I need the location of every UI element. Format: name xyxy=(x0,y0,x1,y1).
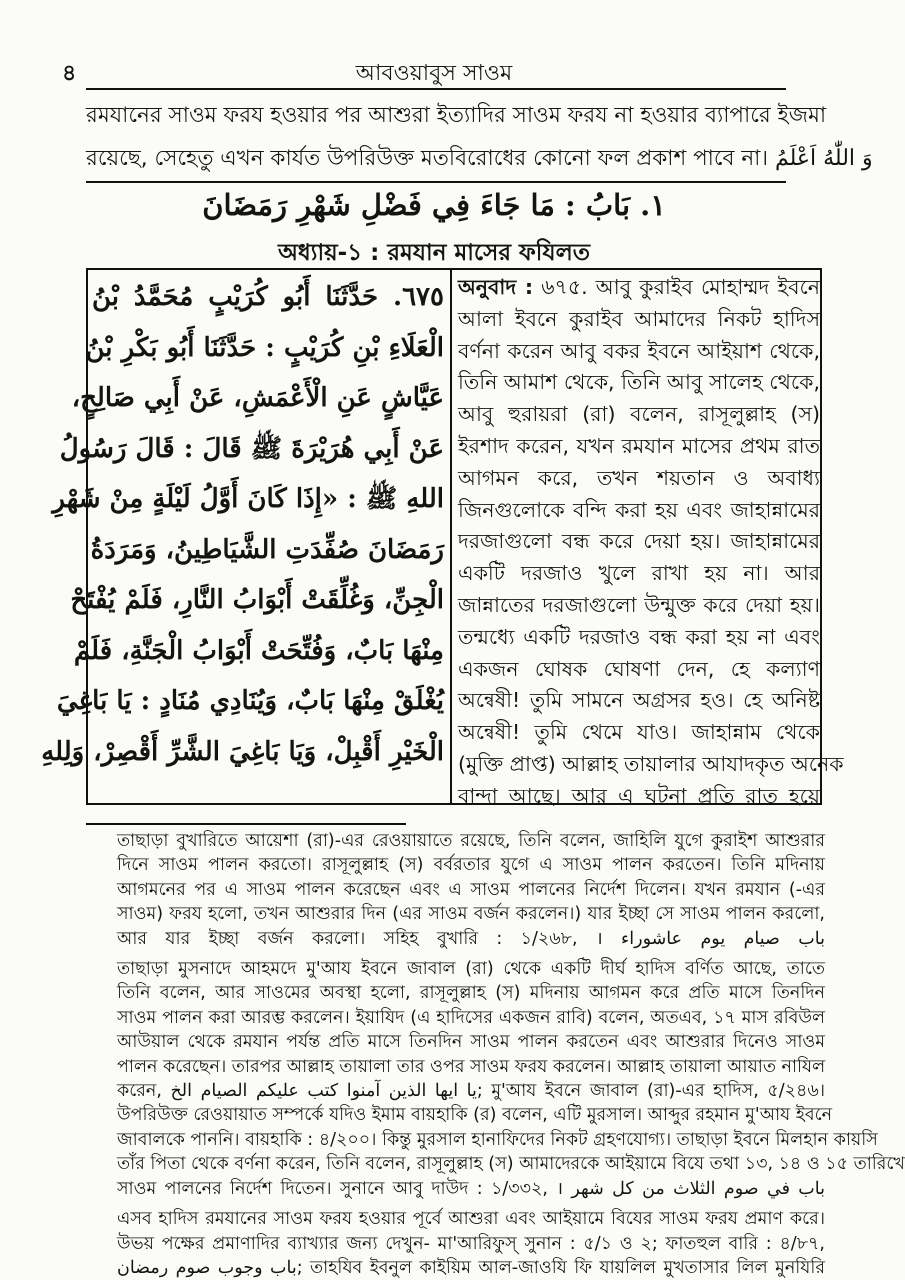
footnote-line xyxy=(117,1079,825,1103)
footnote-arabic-ref: باب وجوب صوم رمضان xyxy=(117,1257,297,1278)
arabic-line: الْخَيْرِ أَقْبِلْ، وَيَا بَاغِيَ الشَّرِّ أَقْصِرْ، وَلِلهِ xyxy=(41,736,444,767)
chapter-bengali-title: অধ্যায়-১ : রমযান মাসের ফযিলত xyxy=(277,240,591,266)
arabic-line: الْجِنِّ، وَغُلِّقَتْ أَبْوَابُ النَّارِ، فَلَمْ يُفْتَحْ xyxy=(70,585,444,615)
running-header-title: আবওয়াবুস সাওম xyxy=(355,61,513,86)
translation-line: জান্নাতের দরজাগুলো উন্মুক্ত করে দেয়া হয়। xyxy=(458,592,820,617)
arabic-line: رَمَضَانَ صُفِّدَتِ الشَّيَاطِينُ، وَمَرَدَةُ xyxy=(90,534,444,565)
footnote-line: তাছাড়া মুসনাদে আহমদে মু'আয ইবনে জাবাল (রা) থেকে একটি দীর্ঘ হাদিস বর্ণিত আছে, তাতে xyxy=(117,959,825,980)
chapter-arabic-title: ١. بَابُ : مَا جَاءَ فِي فَضْلِ شَهْرِ رَمَضَانَ xyxy=(202,188,666,222)
footnote-text: সাওম পালনের নির্দেশ দিতেন। সুনানে আবু দাউদ : ১/৩৩২, xyxy=(117,1178,548,1199)
footnote-line: তাছাড়া বুখারিতে আয়েশা (রা)-এর রেওয়ায়াতে রয়েছে, তিনি বলেন, জাহিলি যুগে কুরাইশ আশুরার xyxy=(117,831,825,851)
intro-line-2-arabic: وَ اللّٰهُ اَعْلَمُ xyxy=(774,146,873,171)
page-number: ৪ xyxy=(62,61,77,86)
footnote-line: উপরিউক্ত রেওয়ায়াত সম্পর্কে যদিও ইমাম বায়হাকি (র) বলেন, এটি মুরসাল। আব্দুর রহমান মু'আয ইবনে xyxy=(117,1105,833,1126)
footnote-arabic-verse: يا ايها الذين آمنوا كتب عليكم الصيام الخ xyxy=(170,1081,477,1102)
footnote-text: আর যার ইচ্ছা বর্জন করলো। সহিহ বুখারি : ১/২৬৮, xyxy=(117,928,578,949)
footnote-line: তাঁর পিতা থেকে বর্ণনা করেন, তিনি বলেন, রাসূলুল্লাহ (স) আমাদেরকে আইয়ামে বিযে তথা ১৩, ১৪ ও ১৫ তারিখে xyxy=(117,1154,905,1175)
footnote-line: জাবালকে পাননি। বায়হাকি : ৪/২০০। কিন্তু মুরসাল হানাফিদের নিকট গ্রহণযোগ্য। তাছাড়া ইবনে মিলহান কায়সি xyxy=(117,1129,878,1150)
arabic-line: يُغْلَقْ مِنْهَا بَابٌ، وَيُنَادِي مُنَادٍ : يَا بَاغِيَ xyxy=(56,686,444,716)
footnote-line: সাওম) ফরয হলো, তখন আশুরার দিন (এর সাওম বর্জন করলেন।) যার ইচ্ছা সে সাওম পালন করলো, xyxy=(117,904,825,925)
translation-line: আবু হুরায়রা (রা) বলেন, রাসূলুল্লাহ (স) xyxy=(458,402,820,427)
arabic-line: اللهِ ﷺ : «إِذَا كَانَ أَوَّلُ لَيْلَةٍ مِنْ شَهْرِ xyxy=(52,484,444,514)
translation-line: অন্বেষী! তুমি থেমে যাও। জাহান্নাম থেকে xyxy=(458,720,820,745)
footnote-line: দিনে সাওম পালন করতো। রাসূলুল্লাহ (স) বর্বরতার যুগে এ সাওম পালন করতেন। তিনি মদিনায় xyxy=(117,855,825,876)
translation-first-text: ৬৭৫. আবু কুরাইব মোহাম্মদ ইবনে xyxy=(541,275,820,299)
intro-line-1: রমযানের সাওম ফরয হওয়ার পর আশুরা ইত্যাদির সাওম ফরয না হওয়ার ব্যাপারে ইজমা xyxy=(86,103,827,128)
translation-line: বর্ণনা করেন আবু বকর ইবনে আইয়াশ থেকে, xyxy=(458,338,820,363)
footnote-line xyxy=(117,1256,825,1280)
translation-line: একটি দরজাও খুলে রাখা হয় না। আর xyxy=(458,561,820,586)
translation-line: অন্বেষী! তুমি সামনে অগ্রসর হও। হে অনিষ্ট xyxy=(458,688,820,713)
footnote-line: পালন করেছেন। তারপর আল্লাহ তায়ালা তার ওপর সাওম ফরয করলেন। আল্লাহ তায়ালা আয়াত নাযিল xyxy=(117,1056,826,1077)
section-rule xyxy=(86,181,786,183)
translation-label: অনুবাদ : xyxy=(458,275,534,299)
translation-line: তিনি আমাশ থেকে, তিনি আবু সালেহ থেকে, xyxy=(458,370,820,395)
footnote-arabic-ref: باب صيام يوم عاشوراء । xyxy=(596,928,825,949)
footnote-text: ; তাহযিব ইবনুল কাইয়িম আল-জাওযি ফি যায়লিল মুখতাসার লিল মুনযিরি xyxy=(296,1257,825,1278)
hadith-translation xyxy=(458,272,844,813)
footnote-line: আগমনের পর এ সাওম পালন করেছেন এবং এ সাওম পালনের নির্দেশ দিলেন। যখন রমযান (-এর xyxy=(117,879,825,900)
translation-line: বান্দা আছে। আর এ ঘটনা প্রতি রাত হয়ে xyxy=(458,783,820,808)
footnote-text: করেন, xyxy=(117,1081,162,1102)
footnote-rule xyxy=(86,823,406,825)
translation-line: একজন ঘোষক ঘোষণা দেন, হে কল্যাণ xyxy=(458,656,820,681)
footnote-text: ; মু'আয ইবনে জাবাল (রা)-এর হাদিস, ৫/২৪৬। xyxy=(476,1081,825,1102)
translation-line: (মুক্তি প্রাপ্ত) আল্লাহ তায়ালার আযাদকৃত অনেক xyxy=(458,751,844,776)
translation-line: দরজাগুলো বন্ধ করে দেয়া হয়। জাহান্নামের xyxy=(458,529,820,554)
arabic-line: ٦٧٥. حَدَّثَنَا أَبُو كُرَيْبٍ مُحَمَّدُ بْنُ xyxy=(92,282,444,312)
footnote-arabic-ref: باب في صوم الثلاث من كل شهر । xyxy=(556,1178,825,1199)
arabic-line: الْعَلَاءِ بْنِ كُرَيْبٍ : حَدَّثَنَا أَبُو بَكْرِ بْنُ xyxy=(85,332,444,363)
translation-line: ইরশাদ করেন, যখন রমযান মাসের প্রথম রাত xyxy=(458,433,820,458)
footnote-line: উভয় পক্ষের প্রমাণাদির ব্যাখ্যার জন্য দেখুন- মা'আরিফুস্ সুনান : ৫/১ ও ২; ফাতহুল বারি : ৪/৮৭, xyxy=(117,1233,825,1254)
arabic-line: عَنْ أَبِي هُرَيْرَةَ ﷺ قَالَ : قَالَ رَسُولُ xyxy=(59,433,444,464)
intro-paragraph xyxy=(86,94,873,180)
translation-first-line xyxy=(458,272,820,304)
footnote-line xyxy=(117,927,825,951)
hadith-arabic-text xyxy=(41,272,444,777)
column-divider xyxy=(450,268,452,805)
footnote-line: আউয়াল থেকে রমযান পর্যন্ত প্রতি মাসে তিনদিন সাওম পালন করতেন এবং আশুরার দিনেও সাওম xyxy=(117,1032,825,1053)
intro-line-2-text: রয়েছে, সেহেতু এখন কার্যত উপরিউক্ত মতবিরোধের কোনো ফল প্রকাশ পাবে না। xyxy=(86,146,769,171)
translation-line: আলা ইবনে কুরাইব আমাদের নিকট হাদিস xyxy=(458,306,820,331)
footnote-line xyxy=(117,1177,825,1201)
translation-line: তন্মধ্যে একটি দরজাও বন্ধ করা হয় না এবং xyxy=(458,624,820,649)
footnotes xyxy=(117,829,905,1280)
footnote-line: তিনি বলেন, আর সাওমের অবস্থা হলো, রাসূলুল্লাহ (স) মদিনায় আগমন করে প্রতি মাসে তিনদিন xyxy=(117,983,825,1004)
header-rule xyxy=(86,88,786,90)
intro-line-2 xyxy=(86,137,873,180)
translation-line: আগমন করে, তখন শয়তান ও অবাধ্য xyxy=(458,465,820,490)
translation-line: জিনগুলোকে বন্দি করা হয় এবং জাহান্নামের xyxy=(458,497,820,522)
arabic-line: عَيَّاشٍ عَنِ الْأَعْمَشِ، عَنْ أَبِي صَالِحٍ، xyxy=(71,383,444,413)
arabic-line: مِنْهَا بَابٌ، وَفُتِّحَتْ أَبْوَابُ الْجَنَّةِ، فَلَمْ xyxy=(73,635,444,666)
footnote-line: সাওম পালন করা আরম্ভ করলেন। ইয়াযিদ (এ হাদিসের একজন রাবি) বলেন, অতএব, ১৭ মাস রবিউল xyxy=(117,1007,825,1028)
footnote-line: এসব হাদিস রমযানের সাওম ফরয হওয়ার পূর্বে আশুরা এবং আইয়ামে বিযের সাওম ফরয প্রমাণ করে। xyxy=(117,1209,825,1230)
